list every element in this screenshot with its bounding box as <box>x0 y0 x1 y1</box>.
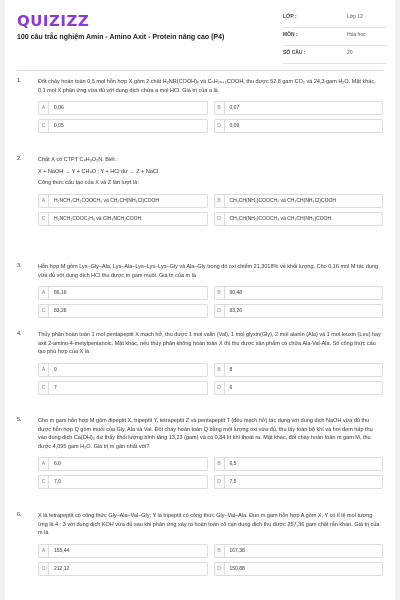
worksheet-title: 100 câu trắc nghiệm Amin - Amino Axit - Protein nâng cao (P4) <box>17 34 225 41</box>
question-line: Cho m gam hỗn hợp M gồm đipeptit X, tripeptit Y, tetrapeptit Z và pentapeptit T (đều mạch hở) tác dụng với dung dịch NaOH vừa đủ thu được hỗn hợp Q gồm muối của Gly, Ala và Val. Đốt cháy hoàn toàn Q bằng một lượng oxi vừa đủ, thu lấy toàn bộ khí và hơi đem hấp thụ vào dung dịch Ca(OH)₂ dư thấy khối lượng bình tăng 13,23 (gam) và có 0,84 lít khí thoát ra. Mặt khác, đốt cháy hoàn toàn m gam M, thu được 4,095 gam H₂O. Giá trị m gần nhất với? <box>38 418 373 450</box>
option-c[interactable] <box>38 212 208 226</box>
answer-options <box>38 363 383 395</box>
option-b[interactable] <box>214 101 384 115</box>
option-letter: C <box>39 563 49 575</box>
header-divider <box>17 70 383 71</box>
option-text: 0,09 <box>229 123 240 129</box>
option-text: H₂NCH₂CH₂COOCH₃ và CH₃CH(NH₃Cl)COOH <box>54 197 159 204</box>
option-letter: A <box>39 545 49 557</box>
question-text <box>38 156 383 188</box>
option-text: 6,5 <box>229 461 237 467</box>
meta-row-count <box>283 46 387 64</box>
meta-key: SỐ CÂU : <box>283 50 306 56</box>
option-text: 0,05 <box>54 123 64 129</box>
option-text: 0,06 <box>54 105 64 111</box>
option-letter: A <box>39 287 49 299</box>
option-c[interactable] <box>38 562 208 576</box>
option-text: H₂NCH₂COOC₂H₅ và ClH₃NCH₂COOH <box>54 215 142 222</box>
option-text: 9 <box>54 366 57 373</box>
option-text: 212,12 <box>54 565 70 572</box>
meta-value: 20 <box>347 50 353 56</box>
question-number: 5. <box>17 417 22 423</box>
question-line: X là tetrapeptit có công thức Gly–Ala–Val–Gly; Y là tripeptit có công thức Gly–Val–Ala. Đun m gam hỗn hợp A gồm X, Y có tỉ lệ mol tương ứng là 4 : 3 với dung dịch KOH vừa đủ sau khi phản ứng xảy ra hoàn toàn cô cạn dung dịch thu được 257,36 gam chất rắn khan. Giá trị của m là <box>38 513 380 536</box>
answer-options <box>38 101 383 133</box>
option-letter: C <box>39 305 49 317</box>
meta-key: MÔN : <box>283 32 298 38</box>
question-4 <box>17 331 383 417</box>
question-number: 6. <box>17 512 22 518</box>
option-letter: B <box>215 102 225 114</box>
option-letter: D <box>215 382 225 394</box>
question-text <box>38 417 383 451</box>
answer-options <box>38 286 383 318</box>
meta-value: Lớp 12 <box>347 14 363 20</box>
option-text: 8 <box>229 366 233 373</box>
option-b[interactable] <box>214 544 384 558</box>
question-number: 2. <box>17 156 22 162</box>
question-text <box>38 263 383 280</box>
option-text: 155,44 <box>54 547 70 554</box>
option-letter: B <box>215 287 225 299</box>
option-d[interactable] <box>214 304 384 318</box>
option-text: 6 <box>229 384 233 391</box>
question-number: 4. <box>17 331 22 337</box>
option-text: 150,88 <box>229 565 245 572</box>
option-letter: D <box>215 305 225 317</box>
meta-row-class <box>283 10 387 28</box>
question-number: 1. <box>17 78 22 84</box>
option-letter: B <box>215 364 225 376</box>
option-text: 90,48 <box>229 290 243 296</box>
option-letter: C <box>39 120 49 132</box>
question-6 <box>17 512 383 600</box>
option-letter: B <box>215 458 225 470</box>
option-a[interactable] <box>38 363 208 377</box>
option-text: CH₃CH(NH₂)COOCH₃ và CH₃CH(NH₃Cl)COOH <box>229 197 336 204</box>
option-b[interactable] <box>214 363 384 377</box>
option-letter: C <box>39 213 49 225</box>
option-d[interactable] <box>214 212 384 226</box>
option-c[interactable] <box>38 475 208 489</box>
option-a[interactable] <box>38 101 208 115</box>
option-letter: D <box>215 476 225 488</box>
meta-row-subject <box>283 28 387 46</box>
option-b[interactable] <box>214 457 384 471</box>
question-5 <box>17 417 383 512</box>
question-line: Hỗn hợp M gồm Lys–Gly–Ala, Lys–Ala–Lys–Lys–Lys–Gly và Ala–Gly trong đó oxi chiếm 21,3018% về khối lượng. Cho 0,16 mol M tác dụng vừa đủ với dung dịch HCl thu được m gam muối. Giá trị của m là <box>38 264 379 279</box>
option-a[interactable] <box>38 194 208 208</box>
question-line: Đốt cháy hoàn toàn 0,5 mol hỗn hợp X gồm 2 chất H₂NR(COOH)ₓ và CₙH₂ₙ₊₁COOH, thu được 52,8 gam CO₂ và 24,3 gam H₂O. Mặt khác, 0,1 mol X phản ứng vừa đủ với dung dịch chứa a mol HCl. Giá trị của a là <box>38 79 376 94</box>
option-letter: D <box>215 563 225 575</box>
option-c[interactable] <box>38 119 208 133</box>
question-line: Chất X có CTPT C₄H₉O₂N. Biết : <box>38 157 118 163</box>
answer-options <box>38 544 383 576</box>
question-line: Công thức cấu tạo của X và Z lần lượt là: <box>38 180 139 186</box>
option-letter: C <box>39 476 49 488</box>
option-d[interactable] <box>214 475 384 489</box>
meta-key: LỚP : <box>283 14 297 20</box>
answer-options <box>38 194 383 226</box>
option-b[interactable] <box>214 286 384 300</box>
question-line: X + NaOH → Y + CH₄O ; Y + HCl dư → Z + NaCl <box>38 168 159 175</box>
option-d[interactable] <box>214 381 384 395</box>
option-text: 7 <box>54 384 57 391</box>
quizizz-logo: QUIZIZZ <box>17 12 90 30</box>
option-letter: A <box>39 102 49 114</box>
option-a[interactable] <box>38 286 208 300</box>
worksheet-meta <box>283 10 387 64</box>
worksheet-page <box>5 0 395 600</box>
option-letter: D <box>215 120 225 132</box>
option-c[interactable] <box>38 304 208 318</box>
option-text: 7,5 <box>229 479 237 485</box>
option-d[interactable] <box>214 119 384 133</box>
question-text <box>38 78 383 95</box>
question-2 <box>17 156 383 263</box>
option-text: 6,0 <box>54 461 61 467</box>
question-text <box>38 512 383 538</box>
option-text: 86,16 <box>54 290 67 296</box>
question-1 <box>17 78 383 156</box>
question-3 <box>17 263 383 331</box>
option-letter: A <box>39 195 49 207</box>
option-text: 83,28 <box>54 308 67 314</box>
question-list <box>5 78 395 600</box>
meta-value: Hóa học <box>347 32 366 38</box>
option-a[interactable] <box>38 457 208 471</box>
option-text: 0,07 <box>229 105 240 111</box>
question-text <box>38 331 383 357</box>
answer-options <box>38 457 383 489</box>
option-letter: A <box>39 364 49 376</box>
option-letter: C <box>39 382 49 394</box>
option-text: 7,0 <box>54 479 61 485</box>
option-letter: B <box>215 545 225 557</box>
option-d[interactable] <box>214 562 384 576</box>
question-line: Thủy phân hoàn toàn 1 mol pentapeptit X mạch hở, thu được 1 mol valin (Val), 1 mol glyxin(Gly), 2 mol alanin (Ala) và 1 mol leuxin (Leu) hay axit 2-amino-4-metylpentanoic. Mặt khác, nếu thủy phân không hoàn toàn X thì thu được sản phẩm có chứa Ala-Val-Ala. Số công thức cấu tạo phù hợp của X là <box>38 332 381 355</box>
option-b[interactable] <box>214 194 384 208</box>
option-text: 93,26 <box>229 308 243 314</box>
option-c[interactable] <box>38 381 208 395</box>
option-letter: B <box>215 195 225 207</box>
option-text: 167,38 <box>229 547 245 554</box>
option-a[interactable] <box>38 544 208 558</box>
option-letter: A <box>39 458 49 470</box>
option-letter: D <box>215 213 225 225</box>
option-text: CH₃CH(NH₂)COOCH₃ và CH₃CH(NH₂)COOH <box>229 215 332 222</box>
question-number: 3. <box>17 263 22 269</box>
